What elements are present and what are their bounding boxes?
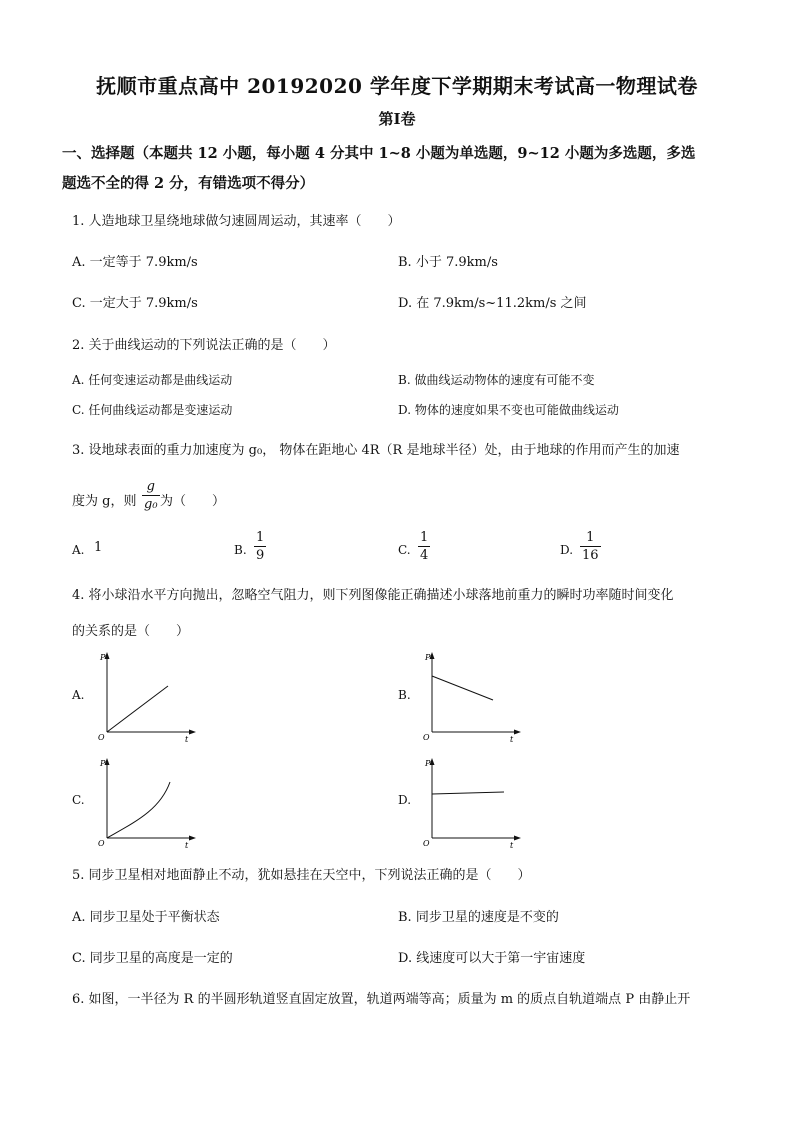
question-4-line2: 的关系的是（ ） xyxy=(72,624,190,639)
question-3-line1: 3. 设地球表面的重力加速度为 g₀， 物体在距地心 4R（R 是地球半径）处，由于地球的作用而产生的加速 xyxy=(72,443,680,458)
question-1-option-b: B. 小于 7.9km/s xyxy=(398,255,498,270)
volume-heading: 第Ⅰ卷 xyxy=(378,110,416,128)
question-4-option-a-label: A. xyxy=(72,688,85,702)
fraction-numerator: 1 xyxy=(420,530,429,545)
graph-a xyxy=(90,648,200,744)
axis-t-label: t xyxy=(185,735,189,744)
axis-t-label: t xyxy=(185,841,189,850)
fraction-denominator: 16 xyxy=(582,548,599,563)
fraction-denominator: 9 xyxy=(256,548,265,563)
question-5-option-c: C. 同步卫星的高度是一定的 xyxy=(72,951,233,966)
axis-p-label: P xyxy=(425,759,431,768)
fraction-numerator: 1 xyxy=(586,530,595,545)
graph-c xyxy=(90,754,200,850)
question-3-option-d-label: D. xyxy=(560,543,574,557)
fraction-denominator: g₀ xyxy=(144,497,158,512)
question-5-option-d: D. 线速度可以大于第一宇宙速度 xyxy=(398,951,586,966)
question-5-option-b: B. 同步卫星的速度是不变的 xyxy=(398,910,559,925)
question-3-option-a-value: 1 xyxy=(94,540,103,555)
fraction-denominator: 4 xyxy=(420,548,429,563)
question-4-option-d-label: D. xyxy=(398,793,412,807)
question-3-option-c-label: C. xyxy=(398,543,411,557)
question-1-option-c: C. 一定大于 7.9km/s xyxy=(72,296,198,311)
question-3-fraction xyxy=(142,479,160,512)
question-1-option-d: D. 在 7.9km/s~11.2km/s 之间 xyxy=(398,296,587,311)
origin-label: O xyxy=(98,733,105,742)
fraction-numerator: 1 xyxy=(256,530,265,545)
axis-p-label: P xyxy=(100,759,106,768)
question-5-stem: 5. 同步卫星相对地面静止不动，犹如悬挂在天空中，下列说法正确的是（ ） xyxy=(72,868,531,883)
question-3-option-b-fraction xyxy=(254,530,266,563)
question-3-line2-pre: 度为 g，则 xyxy=(72,494,137,509)
question-3-line2-post: 为（ ） xyxy=(160,494,226,509)
question-3-option-c-fraction xyxy=(418,530,430,563)
question-4-line1: 4. 将小球沿水平方向抛出，忽略空气阻力，则下列图像能正确描述小球落地前重力的瞬时功率随时间变化 xyxy=(72,588,674,603)
question-4-option-b-label: B. xyxy=(398,688,411,702)
axis-t-label: t xyxy=(510,735,514,744)
fraction-numerator: g xyxy=(146,479,155,494)
axis-p-label: P xyxy=(100,653,106,662)
question-1-option-a: A. 一定等于 7.9km/s xyxy=(72,255,198,270)
question-4-option-c-label: C. xyxy=(72,793,85,807)
section-heading-line2: 题选不全的得 2 分，有错选项不得分） xyxy=(62,175,315,192)
question-3-option-b-label: B. xyxy=(234,543,247,557)
axis-t-label: t xyxy=(510,841,514,850)
graph-d xyxy=(415,754,525,850)
question-2-option-a: A. 任何变速运动都是曲线运动 xyxy=(72,373,233,387)
exam-title: 抚顺市重点高中 20192020 学年度下学期期末考试高一物理试卷 xyxy=(96,74,698,98)
origin-label: O xyxy=(423,733,430,742)
question-2-stem: 2. 关于曲线运动的下列说法正确的是（ ） xyxy=(72,338,336,353)
question-6-stem: 6. 如图，一半径为 R 的半圆形轨道竖直固定放置，轨道两端等高；质量为 m 的质点自轨道端点 P 由静止开 xyxy=(72,992,691,1007)
question-3-option-d-fraction xyxy=(580,530,601,563)
question-5-option-a: A. 同步卫星处于平衡状态 xyxy=(72,910,220,925)
question-2-option-d: D. 物体的速度如果不变也可能做曲线运动 xyxy=(398,403,619,417)
graph-b xyxy=(415,648,525,744)
question-1-stem: 1. 人造地球卫星绕地球做匀速圆周运动，其速率（ ） xyxy=(72,214,401,229)
question-3-option-a-label: A. xyxy=(72,543,85,557)
question-2-option-b: B. 做曲线运动物体的速度有可能不变 xyxy=(398,373,595,387)
origin-label: O xyxy=(98,839,105,848)
question-2-option-c: C. 任何曲线运动都是变速运动 xyxy=(72,403,233,417)
section-heading-line1: 一、选择题（本题共 12 小题，每小题 4 分其中 1~8 小题为单选题，9~12 小题为多选题，多选 xyxy=(62,145,696,162)
origin-label: O xyxy=(423,839,430,848)
axis-p-label: P xyxy=(425,653,431,662)
